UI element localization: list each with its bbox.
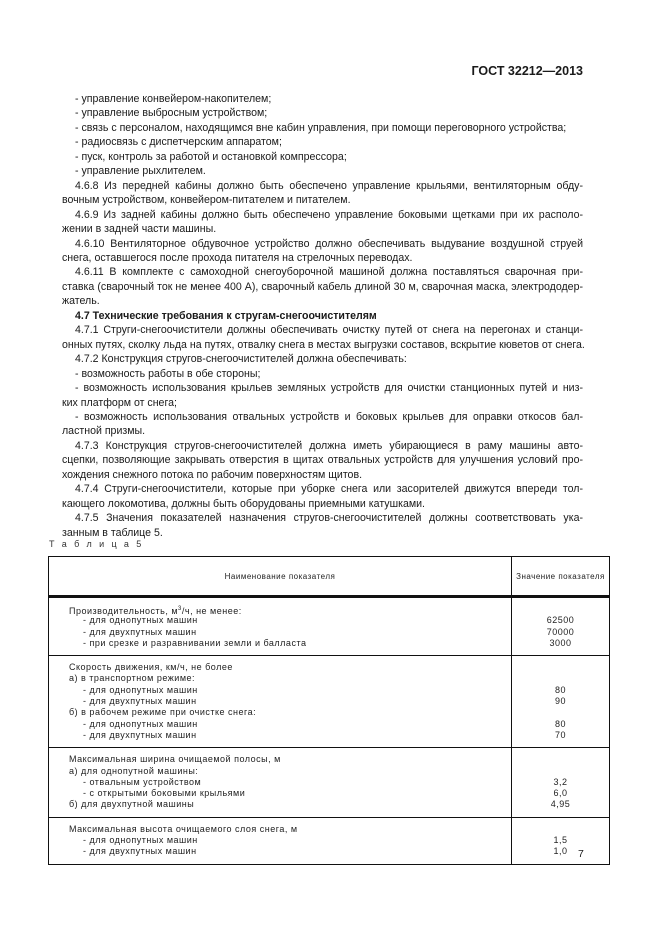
indicator-label	[69, 615, 511, 626]
paragraph	[62, 150, 583, 164]
label-text: б) в рабочем режиме при очистке снега:	[69, 707, 257, 718]
paragraph	[62, 265, 583, 308]
label-text: - для двухпутных машин	[83, 846, 197, 857]
indicator-label	[69, 846, 511, 857]
paragraph	[62, 208, 583, 237]
indicator-value	[512, 754, 609, 765]
indicator-label	[69, 835, 511, 846]
paragraph	[62, 482, 583, 511]
indicator-label	[69, 754, 511, 765]
indicator-value: 80	[554, 684, 566, 695]
paragraph	[62, 439, 583, 482]
indicator-label	[69, 788, 511, 799]
indicator-value: 70000	[546, 626, 575, 637]
text-line: занным в таблице 5.	[62, 526, 163, 539]
indicator-value-cell	[512, 656, 610, 748]
label-text: - для двухпутных машин	[83, 626, 197, 637]
label-text: - для однопутных машин	[83, 835, 198, 846]
paragraph	[62, 179, 583, 208]
paragraph	[62, 410, 583, 439]
label-text: а) для однопутной машины:	[69, 765, 199, 776]
indicator-label	[69, 638, 511, 649]
table-row	[49, 817, 610, 864]
label-text: /ч, не менее:	[181, 606, 242, 616]
text-line: жатель.	[62, 295, 100, 308]
paragraph	[62, 511, 583, 540]
label-text: Максимальная ширина очищаемой полосы, м	[69, 754, 281, 765]
text-line: 4.7.2 Конструкция стругов-снегоочистителей должна обеспечивать:	[75, 353, 407, 366]
indicator-label	[69, 824, 511, 835]
indicator-name-cell	[49, 656, 512, 748]
page-number: 7	[578, 848, 584, 860]
text-line: жении в задней части машины.	[62, 223, 217, 236]
indicator-label	[69, 685, 511, 696]
indicator-value: 1,0	[553, 846, 568, 857]
label-text: Максимальная высота очищаемого слоя снега, м	[69, 823, 298, 834]
indicator-value	[512, 673, 609, 684]
body-text	[62, 92, 583, 540]
text-line: - управление рыхлителем.	[75, 165, 206, 178]
text-line: - возможность использования отвальных устройств и боковых крыльев для оправки откосов бал-	[75, 410, 583, 423]
text-line: 4.6.11 В комплекте с самоходной снегоуборочной машиной должна поставляться сварочная при-	[75, 266, 583, 279]
paragraph	[62, 121, 583, 135]
text-line: 4.7.3 Конструкция стругов-снегоочистителей должна иметь убирающиеся в раму машины авто-	[75, 439, 583, 452]
label-text: - отвальным устройством	[83, 776, 202, 787]
indicator-value: 1,5	[553, 835, 568, 846]
text-line: - управление конвейером-накопителем;	[75, 93, 272, 105]
unit-superscript: 3	[178, 606, 182, 612]
table-5	[48, 556, 610, 865]
indicator-label	[69, 719, 511, 730]
indicator-label	[69, 627, 511, 638]
column-header-name: Наименование показателя	[49, 557, 512, 597]
text-line: - радиосвязь с диспетчерским аппаратом;	[75, 136, 282, 149]
text-line: снега, оставшегося после прохода питателя на стрелочных переводах.	[62, 251, 413, 264]
section-heading	[62, 309, 583, 323]
indicator-value	[512, 604, 609, 615]
text-line: хождения снежного потока по рабочим поверхностям щитов.	[62, 468, 363, 481]
paragraph	[62, 367, 583, 381]
label-text: Скорость движения, км/ч, не более	[69, 662, 233, 673]
text-line: - связь с персоналом, находящимся вне кабин управления, при помощи переговорного устройства;	[75, 121, 567, 134]
paragraph	[62, 135, 583, 149]
paragraph	[62, 164, 583, 178]
indicator-name-cell	[49, 748, 512, 817]
label-text: - для двухпутных машин	[83, 729, 197, 740]
indicator-value: 62500	[546, 615, 575, 626]
table-row	[49, 597, 610, 656]
paragraph	[62, 323, 583, 352]
indicator-label	[69, 696, 511, 707]
indicator-value	[512, 766, 609, 777]
label-text: - при срезке и разравнивании земли и балласта	[83, 637, 307, 648]
table-row	[49, 656, 610, 748]
text-line: - возможность работы в обе стороны;	[75, 367, 261, 380]
label-text: Производительность, м	[69, 606, 179, 616]
label-text: - для однопутных машин	[83, 718, 198, 729]
indicator-name-cell	[49, 597, 512, 656]
paragraph	[62, 352, 583, 366]
indicator-label	[69, 799, 511, 810]
text-line: сцепки, позволяющие закрывать отверстия в щитах отвальных устройств для улучшения условий про-	[62, 454, 583, 467]
indicator-value: 70	[554, 729, 566, 740]
paragraph	[62, 381, 583, 410]
indicator-name-cell	[49, 817, 512, 864]
indicator-label	[69, 604, 511, 615]
indicator-value: 3000	[549, 637, 572, 648]
indicator-label	[69, 673, 511, 684]
paragraph	[62, 106, 583, 120]
text-line: - пуск, контроль за работой и остановкой компрессора;	[75, 150, 347, 163]
text-line: 4.7 Технические требования к стругам-снегоочистителям	[75, 309, 377, 322]
text-line: ставка (сварочный ток не менее 400 А), сварочный кабель длиной 30 м, сварочная маска, электрододер-	[62, 280, 583, 293]
text-line: - возможность использования крыльев земляных устройств для очистки станционных путей и низ-	[75, 382, 583, 395]
label-text: - для однопутных машин	[83, 615, 198, 626]
text-line: 4.6.8 Из передней кабины должно быть обеспечено управление крыльями, вентиляторным обду-	[75, 179, 583, 192]
label-text: - для двухпутных машин	[83, 696, 197, 707]
text-line: ластной призмы.	[62, 425, 146, 438]
indicator-label	[69, 777, 511, 788]
table-row	[49, 748, 610, 817]
indicator-value-cell	[512, 597, 610, 656]
table-caption: Т а б л и ц а 5	[49, 539, 144, 549]
label-text: а) в транспортном режиме:	[69, 673, 196, 684]
text-line: кающего локомотива, должны быть оборудованы приемными катушками.	[62, 497, 425, 510]
label-text: - для однопутных машин	[83, 684, 198, 695]
indicator-value: 3,2	[553, 776, 568, 787]
indicator-value: 4,95	[550, 799, 571, 810]
indicator-label	[69, 662, 511, 673]
indicator-value: 80	[554, 718, 566, 729]
column-header-value: Значение показателя	[512, 557, 610, 597]
indicator-value	[512, 824, 609, 835]
label-text: б) для двухпутной машины	[69, 799, 195, 810]
indicator-label	[69, 730, 511, 741]
text-line: 4.6.10 Вентиляторное обдувочное устройство должно обеспечивать выдувание воздушной струей	[75, 237, 583, 250]
indicator-label	[69, 707, 511, 718]
indicator-value: 90	[554, 696, 566, 707]
indicator-value-cell	[512, 748, 610, 817]
indicator-label	[69, 766, 511, 777]
indicator-value	[512, 707, 609, 718]
text-line: 4.6.9 Из задней кабины должно быть обеспечено управление боковыми щетками при их располо-	[75, 208, 583, 221]
paragraph	[62, 237, 583, 266]
text-line: 4.7.5 Значения показателей назначения стругов-снегоочистителей должны соответствовать ука-	[75, 512, 583, 525]
text-line: вочным устройством, конвейером-питателем и питателем.	[62, 194, 351, 207]
paragraph	[62, 92, 583, 106]
indicator-value: 6,0	[553, 788, 568, 799]
text-line: 4.7.1 Струги-снегоочистители должны обеспечивать очистку путей от снега на перегонах и станци-	[75, 324, 583, 337]
indicator-value	[512, 662, 609, 673]
text-line: ких платформ от снега;	[62, 396, 177, 409]
label-text: - с открытыми боковыми крыльями	[83, 788, 246, 799]
text-line: - управление выбросным устройством;	[75, 107, 268, 120]
text-line: 4.7.4 Струги-снегоочистители, которые при уборке снега или засорителей движутся впереди тол-	[75, 483, 583, 496]
document-number: ГОСТ 32212—2013	[471, 64, 583, 78]
indicator-value-cell	[512, 817, 610, 864]
text-line: онных путях, сколку льда на путях, отвалку снега в местах выгрузки составов, вскрытие кюветов от снега.	[62, 338, 585, 351]
